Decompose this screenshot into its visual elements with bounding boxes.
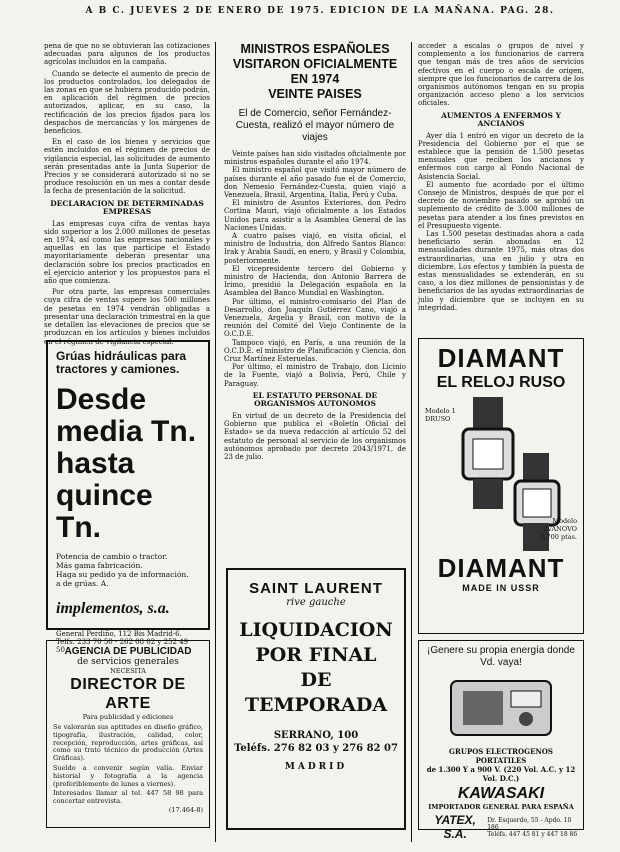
ad-address: SERRANO, 100 <box>273 730 359 741</box>
ad-big-text: TEMPORADA <box>244 694 388 716</box>
ad-line: tractores y camiones. <box>56 362 180 376</box>
ad-big-text: POR FINAL <box>255 644 377 666</box>
article-paragraph: A cuatro países viajó, en visita oficial, el ministro de Industria, don Alfredo Santos Blanco: Irak y Arabia Saudí, en enero, y Brasil y Colombia, posteriormente. <box>224 232 406 265</box>
ad-diamant <box>418 338 584 634</box>
ad-brand: implementos, s.a. <box>56 600 170 617</box>
ad-big-text: DE <box>300 669 332 691</box>
ad-importer: IMPORTADOR GENERAL PARA ESPAÑA <box>428 803 574 811</box>
page-header: A B C. JUEVES 2 DE ENERO DE 1975. EDICION DE LA MAÑANA. PAG. 28. <box>85 6 555 16</box>
ad-small: Más gama fabricación. <box>56 561 143 570</box>
article-paragraph: Por último, el ministro de Trabajo, don Licinio de la Fuente, viajó a Bolivia, Perú, Chile y Paraguay. <box>224 363 406 388</box>
article-paragraph: El ministro español que visitó mayor número de países durante el año pasado fue el de Comercio, don Nemesio Fernández-Cuesta, quien viajó a Venezuela, Brasil, Argentina, Italia, Perú y Cuba. <box>224 166 406 200</box>
ad-body: Se valorarán sus aptitudes en diseño gráfico, tipografía, ilustración, calidad, color, recepción, reproducción, artes gráficas, así como su trato técnico de producción (Artes Gráficas). <box>53 723 203 763</box>
ad-big-text: media Tn. <box>56 415 197 448</box>
article-paragraph: En virtud de un decreto de la Presidencia del Gobierno que publica el «Boletín Oficial del Estado» se da nueva redacción al artículo 52 del estatuto de personal al servicio de los organismos autónomos aprobado por decreto 2043/1971, de 23 de julio. <box>224 411 406 461</box>
column-divider <box>215 42 216 842</box>
article-paragraph: Las empresas cuya cifra de ventas haya sido superior a los 2.000 millones de pesetas en 1974, así como las empresas nacionales y aquellas en las que participe el Estado mayoritariamente deberán presentar una declaración sobre los precios practicados en el ejercicio anterior y los propuestos para el año que comienza. <box>44 219 210 286</box>
watch-illustration <box>423 393 579 553</box>
article-paragraph: Cuando se detecte el aumento de precio de los productos controlados, los delegados de las zonas en que se hubiera producido podrán, en aplicación del régimen de precios autorizados, aplicar, en su caso, la rectificación de los precios fijados para los despachos de mercancías y los márgenes de beneficios. <box>44 69 210 136</box>
ad-line: Grúas hidráulicas para <box>56 349 187 363</box>
article-paragraph: Por otra parte, las empresas comerciales cuya cifra de ventas supere los 500 millones de pesetas en 1974 vendrán obligadas a presentar una declaración trimestral en la que se detallen las elevaciones de precios que se produzcan en los artículos y bienes incluidos en el régimen de vigilancia especial. <box>44 288 210 346</box>
section-heading: AUMENTOS A ENFERMOS Y ANCIANOS <box>441 110 561 129</box>
ad-address: General Perdiño, 112 Bis Madrid-6. <box>56 630 182 638</box>
model-price: 7.700 ptas. <box>540 533 577 541</box>
ad-brand: KAWASAKI <box>457 785 545 802</box>
ad-agencia <box>46 640 210 828</box>
article-paragraph: Las 1.500 pesetas destinadas ahora a cada beneficiario serán abonadas en 12 mensualidades durante 1975, más otras dos extraordinarias, una en julio y otra en diciembre. Los efectos y también la puesta de estas mensualidades se extenderán, en su caso, a los diez millones de pensionistas y de beneficiarios de las ayudas extraordinarias de julio y diciembre que se incluyen en su integridad. <box>418 230 584 312</box>
ad-phones: Telfs. 233 70 50 - 262 08 02 y 252 49 50. <box>56 638 189 654</box>
subheadline: El de Comercio, señor Fernández-Cuesta, realizó el mayor número de viajes <box>235 108 395 143</box>
model-label-2: Modelo <box>552 517 577 525</box>
generator-icon <box>441 673 561 743</box>
article-paragraph: Por último, el ministro-comisario del Plan de Desarrollo, don Joaquín Gutiérrez Cano, viajó a Venezuela, Argelia y Brasil, con motivo de la reunión del Comité del Viejo Continente de la O.C.D.E. <box>224 297 406 339</box>
ad-ref: (17.464-8) <box>168 805 203 814</box>
ad-phone: Teléfs. 447 45 81 y 447 18 86 <box>487 830 578 838</box>
ad-title: de servicios generales <box>77 657 179 667</box>
ad-sub: Para publicidad y ediciones <box>82 713 174 721</box>
ad-made: MADE IN USSR <box>462 583 540 593</box>
column-3-text <box>418 42 584 312</box>
column-2-text <box>224 42 406 461</box>
section-heading: DECLARACION DE DETERMINADAS EMPRESAS <box>50 198 204 217</box>
ad-contact <box>487 817 579 838</box>
article-paragraph: Ayer día 1 entró en vigor un decreto de la Presidencia del Gobierno por el que se establece que la pensión de 1.500 pesetas mensuales que reciben los ancianos y enfermos con cargo al Fondo Nacional de Asistencia Social. <box>418 131 584 181</box>
column-1-text <box>44 42 210 346</box>
ad-address: Dr. Esquerdo, 55 - Apdo. 10 186 <box>487 816 572 831</box>
model-label-1: Modelo 1 <box>425 407 456 415</box>
headline: MINISTROS ESPAÑOLES VISITARON OFICIALMENTE EN 1974 <box>232 42 398 86</box>
ad-kawasaki <box>418 640 584 841</box>
article-paragraph: En el caso de los bienes y servicios que estén incluidos en el régimen de precios de vigilancia especial, las solicitudes de aumento serán presentadas ante la Junta Superior de Precios y se considerará autorizado si no se produce resolución en un mes a contar desde la fecha de presentación de la solicitud. <box>44 138 210 196</box>
ad-body: Sueldo a convenir según valía. Enviar historial y fotografía a la agencia (preferiblemente de lunes a viernes). <box>53 763 203 788</box>
ad-title: NECESITA <box>110 667 146 675</box>
ad-sub: rive gauche <box>286 597 346 608</box>
ad-brand: DIAMANT <box>437 553 565 583</box>
ad-body: Interesados llamar al tel. 447 58 98 para concertar entrevista. <box>53 789 203 806</box>
article-paragraph: El vicepresidente tercero del Gobierno y ministro de Hacienda, don Antonio Barrera de Irimo, presidió la Delegación española en la Asamblea del Banco Mundial en Washington. <box>224 264 406 298</box>
section-heading: EL ESTATUTO PERSONAL DE ORGANISMOS AUTONOMOS <box>252 390 378 409</box>
ad-phones: Teléfs. 276 82 03 y 276 82 07 <box>234 743 398 754</box>
article-intro: pena de que no se obtuvieran las cotizaciones adecuadas para algunos de los productos agrícolas incluidos en la campaña. <box>44 42 210 67</box>
ad-saint-laurent <box>226 568 406 830</box>
model-label <box>425 407 456 423</box>
ad-big-text: Desde <box>56 383 147 416</box>
ad-small: a de grúas. A. <box>56 579 109 588</box>
model-label-1b: DRUSO <box>425 415 451 423</box>
ad-big-text: DIRECTOR DE ARTE <box>70 676 186 712</box>
ad-big-text: quince Tn. <box>56 479 153 544</box>
ad-small: Haga su pedido ya de información. <box>56 570 189 579</box>
ad-specs: de 1.300 Y a 900 V. (220 Vol. A.C. y 12 Vol. D.C.) <box>426 765 576 783</box>
ad-yatex: YATEX, S.A. <box>434 813 476 841</box>
article-intro: acceder a escalas o grupos de nivel y complemento a los funcionarios de carrera que tengan más de tres años de servicios efectivos en el cuerpo o escala de origen, siempre que los funcionarios de carrera de los organismos autónomos tengan en su propia organización acceso pleno a los servicios oficiales. <box>418 42 584 108</box>
article-paragraph: El aumento fue acordado por el último Consejo de Ministros, después de que por el decreto de noviembre pasado se aprobó un suplemento de crédito de 3.000 millones de pesetas para atender a los fines previstos en el Presupuesto vigente. <box>418 180 584 230</box>
article-paragraph: Veinte países han sido visitados oficialmente por ministros españoles durante el año 1974. <box>224 150 406 167</box>
ad-big-text: LIQUIDACION <box>239 619 393 641</box>
ad-brand: DIAMANT <box>437 343 565 373</box>
ad-sub: EL RELOJ RUSO <box>436 374 566 391</box>
article-paragraph: El ministro de Asuntos Exteriores, don Pedro Cortina Mauri, viajó oficialmente a los Estados Unidos para asistir a la Asamblea General de las Naciones Unidas. <box>224 199 406 232</box>
model-label-2b: IVANOVO <box>544 525 577 533</box>
ad-city: MADRID <box>284 762 348 772</box>
model-label <box>540 517 577 541</box>
ad-brand: SAINT LAURENT <box>249 580 383 597</box>
column-divider <box>411 42 412 842</box>
headline: VEINTE PAISES <box>268 87 362 101</box>
article-paragraph: Tampoco viajó, en París, a una reunión de la O.C.D.E. el ministro de Planificación y Ciencia, don Cruz Martínez Esteruelas. <box>224 338 406 364</box>
ad-big-text: hasta <box>56 447 135 480</box>
ad-groups: GRUPOS ELECTROGENOS PORTATILES <box>449 747 553 765</box>
ad-small: Potencia de cambio o tractor. <box>56 552 168 561</box>
ad-headline: ¡Genere su propia energía donde Vd. vaya! <box>427 645 575 668</box>
ad-title: AGENCIA DE PUBLICIDAD <box>64 646 192 657</box>
